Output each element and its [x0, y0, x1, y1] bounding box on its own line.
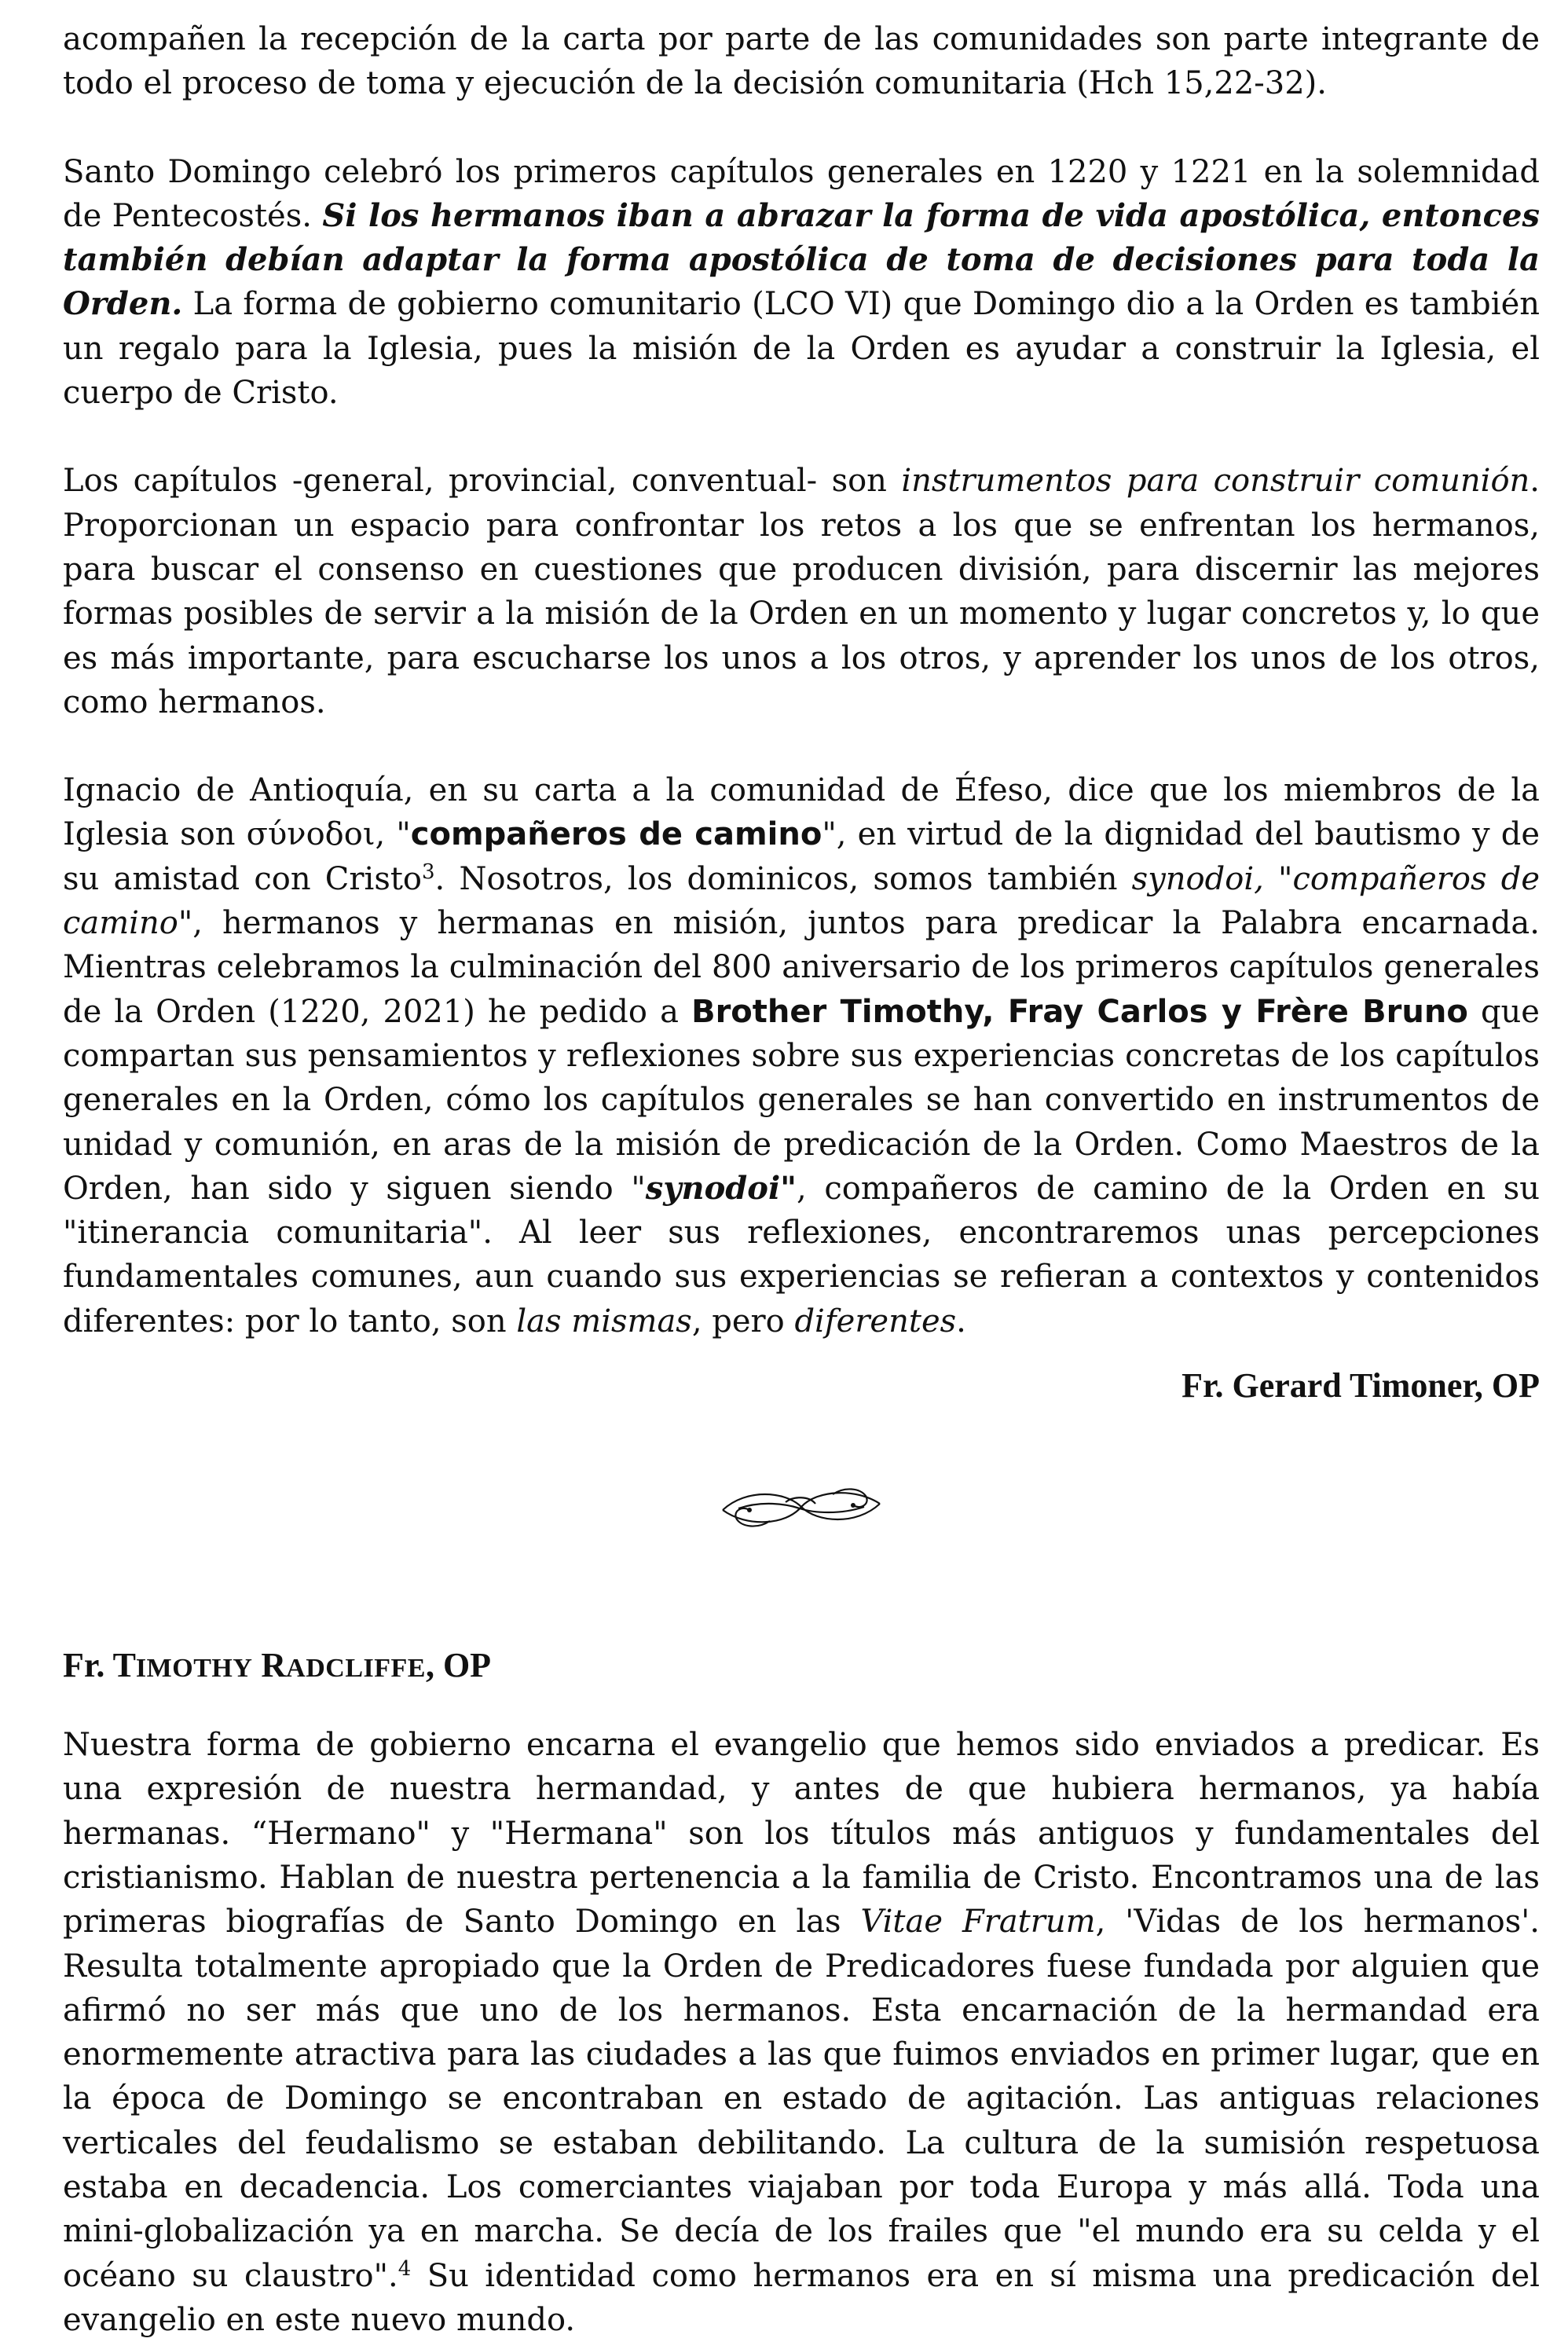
paragraph-5: Nuestra forma de gobierno encarna el evangelio que hemos sido enviados a predicar. Es una expresión de nuestra hermandad, y antes de que hubiera hermanos, ya había hermanas. “Hermano" y "Hermana" son los títulos más antiguos y fundamentales del cristianismo. Hablan de nuestra pertenencia a la familia de Cristo. Encontramos una de las primeras biografías de Santo Domingo en las Vitae Fratrum, 'Vidas de los hermanos'. Resulta totalmente apropiado que la Orden de Predicadores fuese fundada por alguien que afirmó no ser más que uno de los hermanos. Esta encarnación de la hermandad era enormemente atractiva para las ciudades a las que fuimos enviados en primer lugar, que en la época de Domingo se encontraban en estado de agitación. Las antiguas relaciones verticales del feudalismo se estaban debilitando. La cultura de la sumisión respetuosa estaba en decadencia. Los comerciantes viajaban por toda Europa y más allá. Toda una mini-globalización ya en marcha. Se decía de los frailes que "el mundo era su celda y el océano su claustro".$^4$ Su identidad como hermanos era en sí misma una predicación del evangelio en este nuevo mundo.	[63, 1727, 1540, 2338]
italic-title: Vitae Fratrum	[860, 1904, 1096, 1941]
section-heading: Fr. TIMOTHY RADCLIFFE, OP	[63, 1646, 492, 1685]
italic-text: instrumentos para construir comunión	[901, 463, 1530, 500]
paragraph-1: acompañen la recepción de la carta por parte de las comunidades son parte integrante de todo el proceso de toma y ejecución de la decisión comunitaria (Hch 15,22-32).	[63, 21, 1540, 102]
footnote-ref: 4	[397, 2256, 412, 2281]
signature: Fr. Gerard Timoner, OP	[1181, 1366, 1540, 1406]
footnote-ref: 3	[422, 859, 435, 884]
emphasis-text: Si los hermanos iban a abrazar la forma de vida apostólica, entonces también debían adaptar la forma apostólica de toma de decisiones para toda la Orden.	[63, 196, 1540, 323]
paragraph-4: Ignacio de Antioquía, en su carta a la comunidad de Éfeso, dice que los miembros de la Iglesia son σύνοδοι, "compañeros de camino", en virtud de la dignidad del bautismo y de su amistad con Cristo$^3$. Nosotros, los dominicos, somos también synodoi, "compañeros de camino", hermanos y hermanas en misión, juntos para predicar la Palabra encarnada. Mientras celebramos la culminación del 800 aniversario de los primeros capítulos generales de la Orden (1220, 2021) he pedido a Brother Timothy, Fray Carlos y Frère Bruno que compartan sus pensamientos y reflexiones sobre sus experiencias concretas de los capítulos generales en la Orden, cómo los capítulos generales se han convertido en instrumentos de unidad y comunión, en aras de la misión de predicación de la Orden. Como Maestros de la Orden, han sido y siguen siendo "synodoi", compañeros de camino de la Orden en su "itinerancia comunitaria". Al leer sus reflexiones, encontraremos unas percepciones fundamentales comunes, aun cuando sus experiencias se refieran a contextos y contenidos diferentes: por lo tanto, son las mismas, pero diferentes.	[63, 772, 1540, 1340]
paragraph-2: Santo Domingo celebró los primeros capítulos generales en 1220 y 1221 en la solemnidad de Pentecostés. Si los hermanos iban a abrazar la forma de vida apostólica, entonces también debían adaptar la forma apostólica de toma de decisiones para toda la Orden. La forma de gobierno comunitario (LCO VI) que Domingo dio a la Orden es también un regalo para la Iglesia, pues la misión de la Orden es ayudar a construir la Iglesia, el cuerpo de Cristo.	[63, 153, 1540, 412]
bold-names: Brother Timothy, Fray Carlos y Frère Bruno	[691, 993, 1468, 1030]
bold-text: compañeros de camino	[410, 816, 822, 853]
flourish-ornament-icon	[63, 1480, 1540, 1543]
paragraph-3: Los capítulos -general, provincial, conventual- son instrumentos para construir comunión. Proporcionan un espacio para confrontar los retos a los que se enfrentan los hermanos, para buscar el consenso en cuestiones que producen división, para discernir las mejores formas posibles de servir a la misión de la Orden en un momento y lugar concretos y, lo que es más importante, para escucharse los unos a los otros, y aprender los unos de los otros, como hermanos.	[63, 463, 1541, 720]
document-page	[63, 17, 1540, 2342]
